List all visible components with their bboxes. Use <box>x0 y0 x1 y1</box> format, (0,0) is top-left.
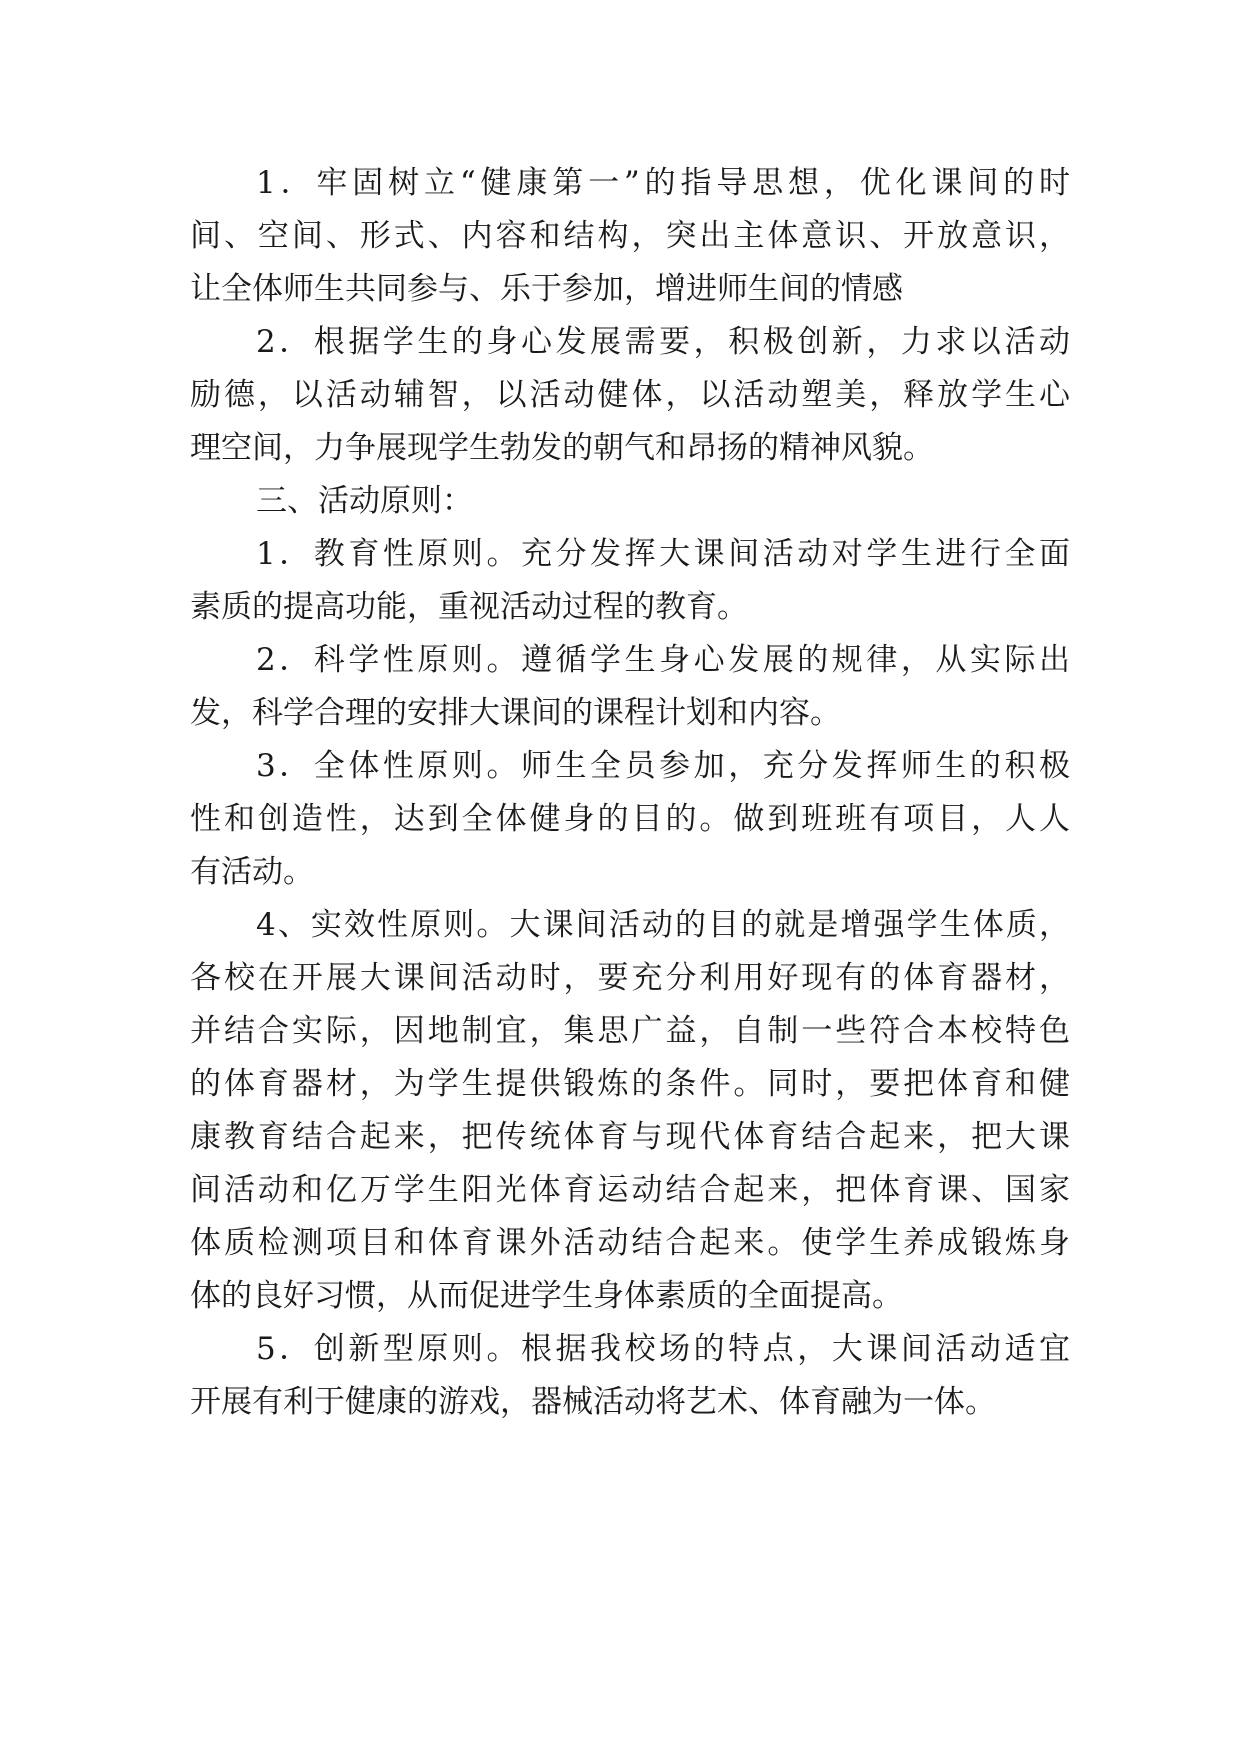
text-line: 性和创造性，达到全体健身的目的。做到班班有项目，人人 <box>190 801 1070 837</box>
paragraph-principle-3 <box>190 740 1070 899</box>
paragraph-principle-5 <box>190 1323 1070 1429</box>
text-line: 康教育结合起来，把传统体育与现代体育结合起来，把大课 <box>190 1119 1070 1155</box>
text-line: 有活动。 <box>190 854 314 890</box>
text-line: 间活动和亿万学生阳光体育运动结合起来，把体育课、国家 <box>190 1172 1070 1208</box>
paragraph-principle-2 <box>190 634 1070 740</box>
text-line: 1．牢固树立“健康第一”的指导思想，优化课间的时 <box>256 165 1070 201</box>
text-line: 3．全体性原则。师生全员参加，充分发挥师生的积极 <box>256 748 1070 784</box>
paragraph-2 <box>190 316 1070 475</box>
text-line: 2．科学性原则。遵循学生身心发展的规律，从实际出 <box>256 642 1070 678</box>
paragraph-principle-1 <box>190 528 1070 634</box>
text-line: 的体育器材，为学生提供锻炼的条件。同时，要把体育和健 <box>190 1066 1070 1102</box>
text-line: 素质的提高功能，重视活动过程的教育。 <box>190 589 748 625</box>
heading-text: 三、活动原则： <box>256 483 473 519</box>
section-heading <box>190 475 1070 528</box>
text-line: 2．根据学生的身心发展需要，积极创新，力求以活动 <box>256 324 1070 360</box>
text-line: 5．创新型原则。根据我校场的特点，大课间活动适宜 <box>256 1331 1070 1367</box>
text-line: 理空间，力争展现学生勃发的朝气和昂扬的精神风貌。 <box>190 430 934 466</box>
paragraph-1 <box>190 157 1070 316</box>
text-line: 让全体师生共同参与、乐于参加，增进师生间的情感 <box>190 271 903 307</box>
text-line: 发，科学合理的安排大课间的课程计划和内容。 <box>190 695 841 731</box>
text-line: 各校在开展大课间活动时，要充分利用好现有的体育器材， <box>190 960 1070 996</box>
paragraph-principle-4 <box>190 899 1070 1323</box>
document-body <box>190 157 1070 1429</box>
text-line: 1．教育性原则。充分发挥大课间活动对学生进行全面 <box>256 536 1070 572</box>
text-line: 开展有利于健康的游戏，器械活动将艺术、体育融为一体。 <box>190 1384 996 1420</box>
text-line: 4、实效性原则。大课间活动的目的就是增强学生体质， <box>256 907 1070 943</box>
text-line: 间、空间、形式、内容和结构，突出主体意识、开放意识， <box>190 218 1070 254</box>
text-line: 励德，以活动辅智，以活动健体，以活动塑美，释放学生心 <box>190 377 1070 413</box>
text-line: 体的良好习惯，从而促进学生身体素质的全面提高。 <box>190 1278 903 1314</box>
text-line: 体质检测项目和体育课外活动结合起来。使学生养成锻炼身 <box>190 1225 1070 1261</box>
text-line: 并结合实际，因地制宜，集思广益，自制一些符合本校特色 <box>190 1013 1070 1049</box>
